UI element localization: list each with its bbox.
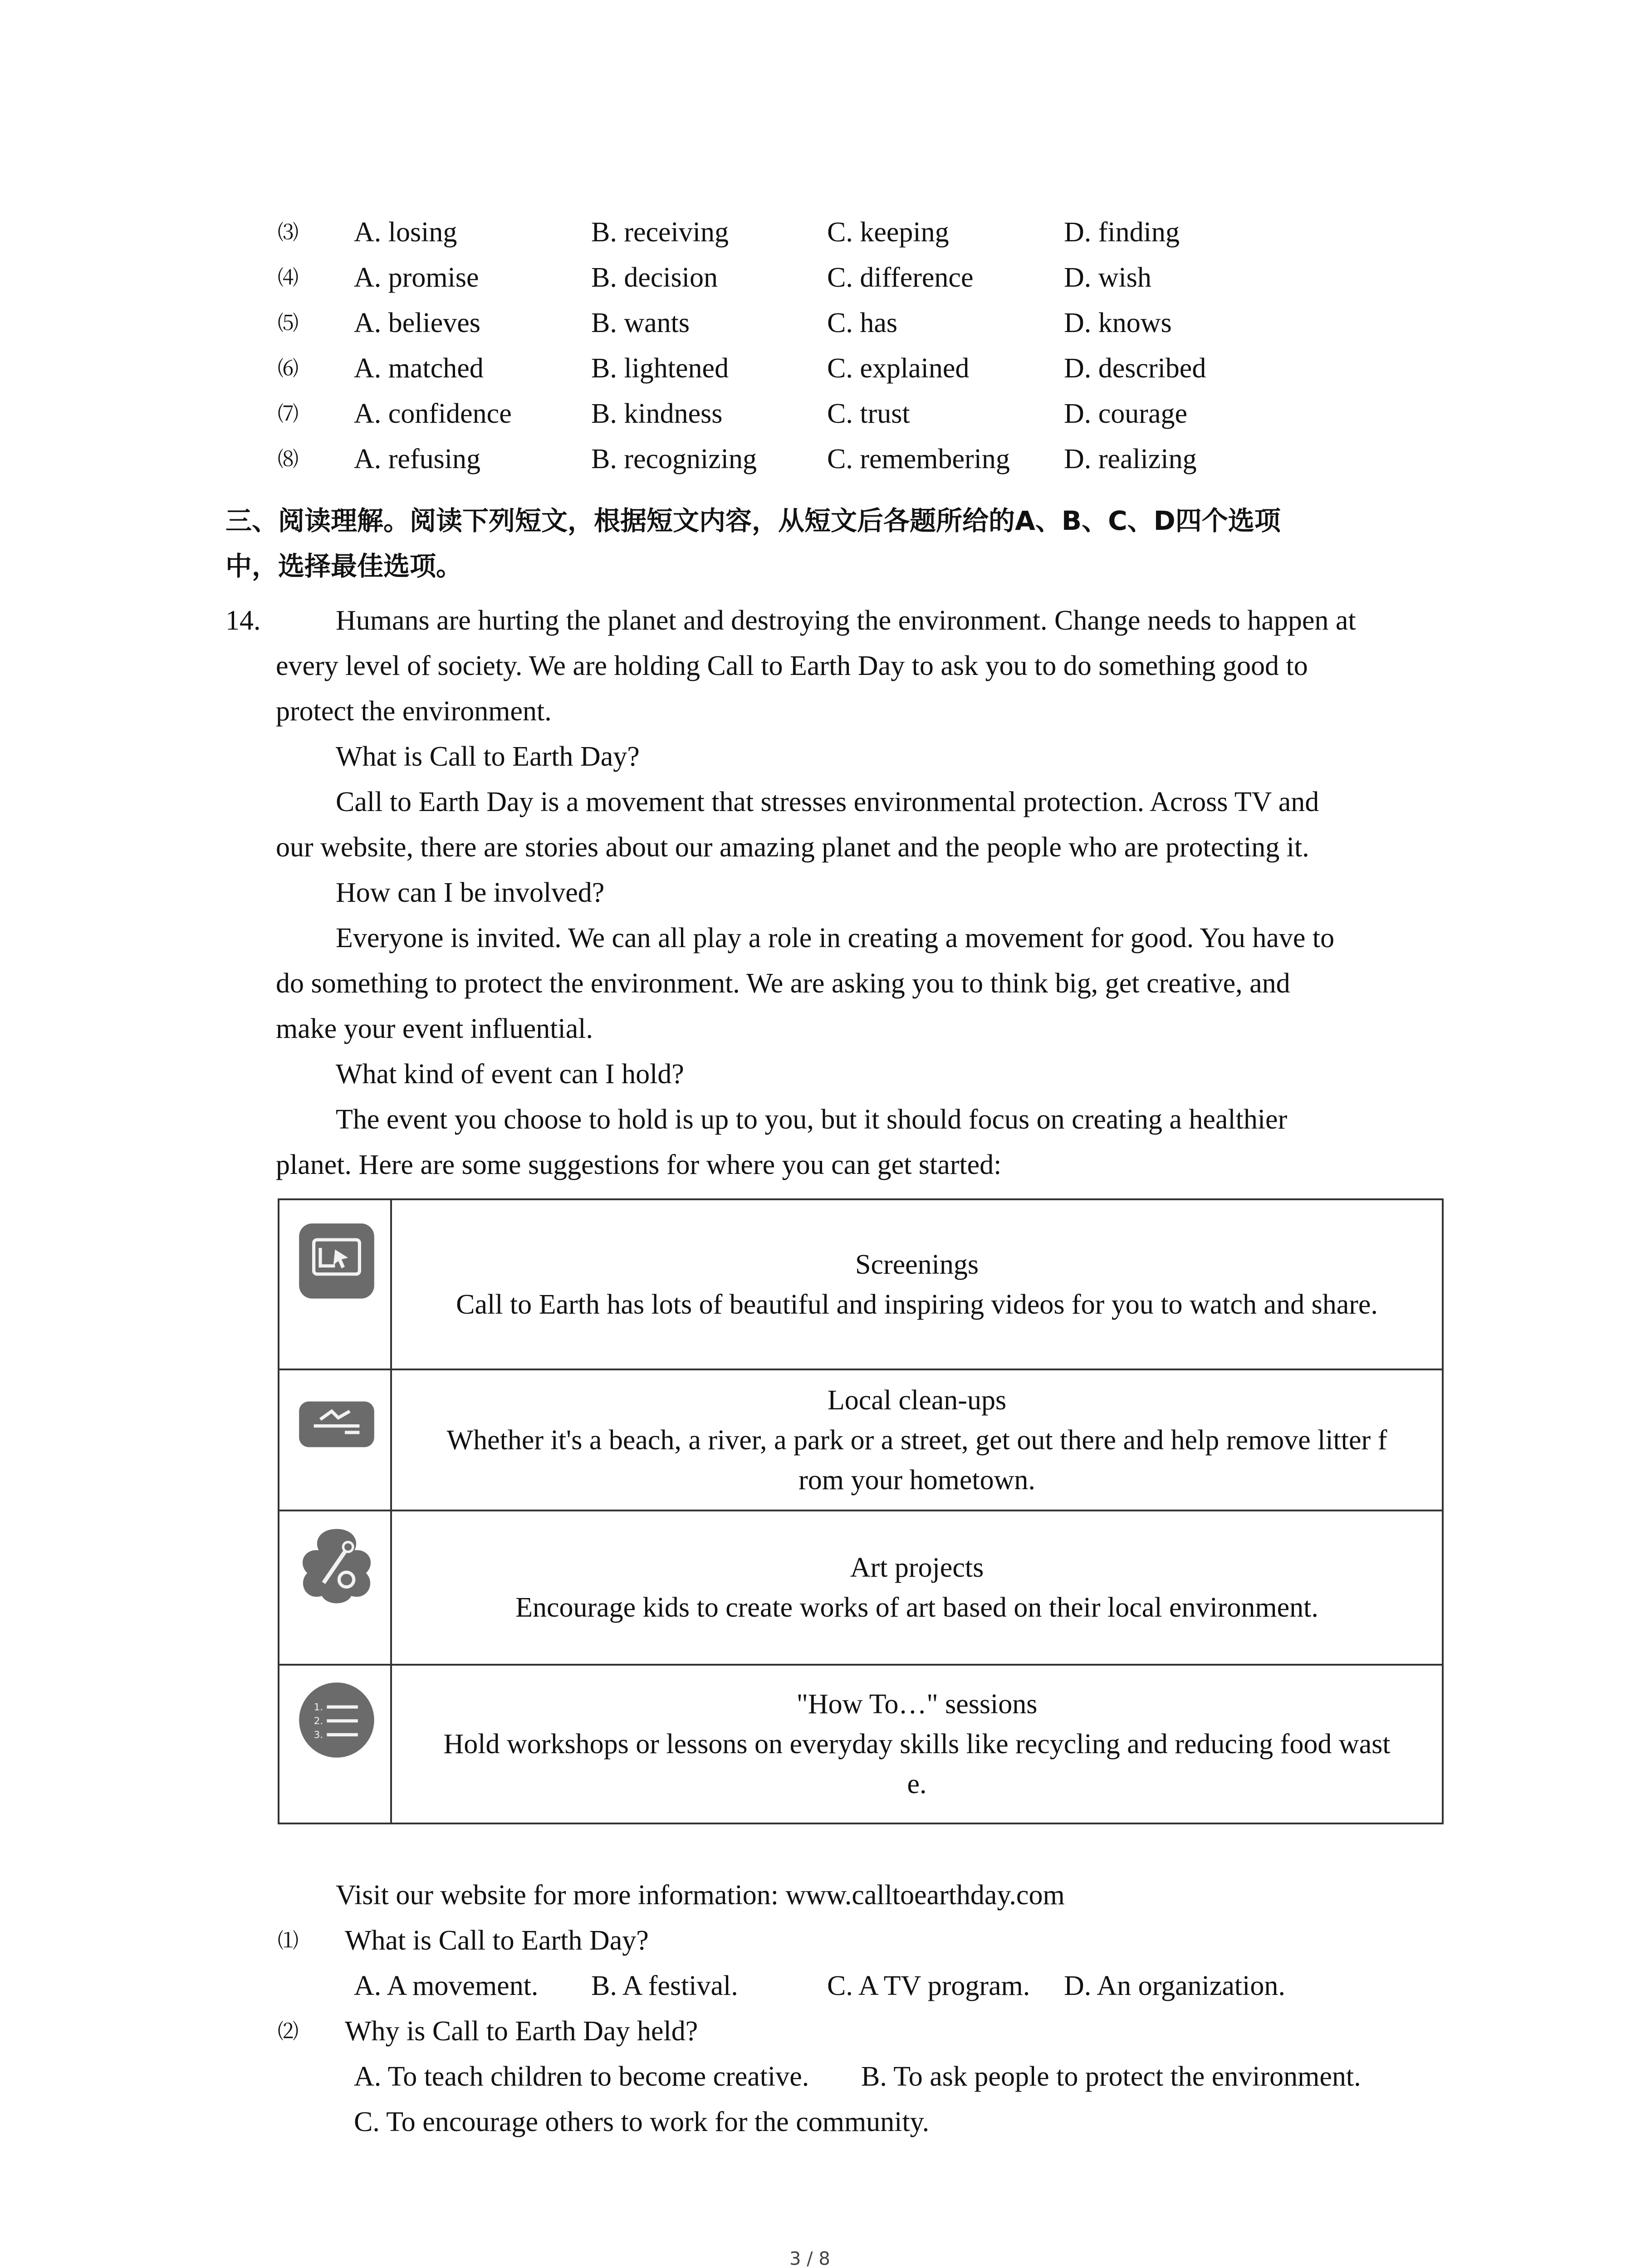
website-line: Visit our website for more information: www.calltoearthday.com <box>336 1880 1065 1911</box>
option-a: A. believes <box>354 308 480 338</box>
option-b: B. recognizing <box>591 444 757 474</box>
suggestion-title: Art projects <box>850 1552 984 1583</box>
passage-line: our website, there are stories about our amazing planet and the people who are protecting it. <box>276 832 1309 863</box>
option-d: D. finding <box>1064 217 1180 248</box>
passage-line: The event you choose to hold is up to you, but it should focus on creating a healthier <box>336 1104 1288 1135</box>
passage-subheading: What is Call to Earth Day? <box>336 741 640 772</box>
passage-line: make your event influential. <box>276 1013 593 1044</box>
question-number: ⑺ <box>278 401 299 426</box>
option-a: A. matched <box>354 353 484 384</box>
passage-line: Everyone is invited. We can all play a role in creating a movement for good. You have to <box>336 923 1335 953</box>
suggestion-title: Screenings <box>855 1249 979 1280</box>
passage-line: Humans are hurting the planet and destroying the environment. Change needs to happen at <box>336 605 1356 636</box>
passage-line: protect the environment. <box>276 696 552 727</box>
option-b: B. lightened <box>591 353 729 384</box>
suggestion-title: Local clean-ups <box>827 1384 1007 1416</box>
option-d: D. knows <box>1064 308 1172 338</box>
option-a: A. A movement. <box>354 1970 539 2001</box>
section-heading-cont: 中，选择最佳选项。 <box>225 551 463 582</box>
suggestion-desc: rom your hometown. <box>798 1464 1035 1496</box>
passage-line: do something to protect the environment. We are asking you to think big, get creative, and <box>276 968 1290 999</box>
option-a: A. refusing <box>354 444 480 474</box>
suggestion-desc: Hold workshops or lessons on everyday skills like recycling and reducing food wast <box>443 1729 1391 1760</box>
table-row <box>392 1200 1442 1369</box>
question-text: What is Call to Earth Day? <box>345 1925 649 1956</box>
question-number: ⑸ <box>278 311 299 335</box>
option-d: D. courage <box>1064 398 1187 429</box>
clean-up-icon <box>296 1383 377 1465</box>
video-screen-icon <box>296 1220 377 1302</box>
svg-text:1.: 1. <box>314 1701 323 1713</box>
option-c: C. has <box>827 308 897 338</box>
option-d: D. An organization. <box>1064 1970 1285 2001</box>
option-a: A. losing <box>354 217 457 248</box>
svg-text:3.: 3. <box>314 1729 323 1741</box>
table-border <box>278 1198 279 1824</box>
option-c: C. A TV program. <box>827 1970 1030 2001</box>
suggestion-desc: Encourage kids to create works of art based on their local environment. <box>515 1592 1318 1623</box>
option-d: D. realizing <box>1064 444 1197 474</box>
option-d: D. wish <box>1064 262 1151 293</box>
art-palette-icon <box>296 1524 377 1606</box>
question-number: ⑴ <box>278 1928 299 1953</box>
table-row <box>392 1370 1442 1510</box>
numbered-list-icon <box>296 1679 377 1761</box>
question-number: ⑻ <box>278 447 299 471</box>
option-c: C. keeping <box>827 217 949 248</box>
option-b: B. decision <box>591 262 718 293</box>
suggestion-desc: Call to Earth has lots of beautiful and inspiring videos for you to watch and share. <box>456 1289 1378 1320</box>
table-border <box>1442 1198 1444 1824</box>
question-number: ⑵ <box>278 2019 299 2043</box>
option-c: C. To encourage others to work for the community. <box>354 2107 930 2137</box>
option-a: A. confidence <box>354 398 512 429</box>
option-b: B. wants <box>591 308 690 338</box>
table-row <box>392 1666 1442 1823</box>
page-number: 3 / 8 <box>789 2248 830 2268</box>
option-b: B. receiving <box>591 217 729 248</box>
passage-line: Call to Earth Day is a movement that stresses environmental protection. Across TV and <box>336 787 1319 817</box>
option-b: B. A festival. <box>591 1970 738 2001</box>
suggestion-desc: e. <box>907 1769 927 1799</box>
svg-text:2.: 2. <box>314 1716 323 1727</box>
passage-subheading: What kind of event can I hold? <box>336 1059 684 1090</box>
table-border <box>278 1823 1444 1824</box>
option-c: C. remembering <box>827 444 1010 474</box>
option-c: C. trust <box>827 398 910 429</box>
suggestion-title: "How To…" sessions <box>796 1689 1038 1720</box>
option-a: A. To teach children to become creative. <box>354 2061 809 2092</box>
question-text: Why is Call to Earth Day held? <box>345 2016 698 2047</box>
option-d: D. described <box>1064 353 1206 384</box>
passage-subheading: How can I be involved? <box>336 877 605 908</box>
question-number: ⑹ <box>278 356 299 381</box>
table-row <box>392 1511 1442 1664</box>
option-b: B. To ask people to protect the environment. <box>861 2061 1361 2092</box>
passage-line: every level of society. We are holding Call to Earth Day to ask you to do something good to <box>276 650 1308 681</box>
suggestion-desc: Whether it's a beach, a river, a park or a street, get out there and help remove litter f <box>446 1424 1387 1456</box>
option-c: C. difference <box>827 262 974 293</box>
question-number: 14. <box>225 605 261 636</box>
option-a: A. promise <box>354 262 479 293</box>
passage-line: planet. Here are some suggestions for where you can get started: <box>276 1149 1002 1180</box>
question-number: ⑷ <box>278 265 299 290</box>
option-c: C. explained <box>827 353 970 384</box>
option-b: B. kindness <box>591 398 723 429</box>
question-number: ⑶ <box>278 220 299 244</box>
section-heading: 三、阅读理解。阅读下列短文，根据短文内容，从短文后各题所给的A、B、C、D四个选项 <box>225 505 1281 536</box>
